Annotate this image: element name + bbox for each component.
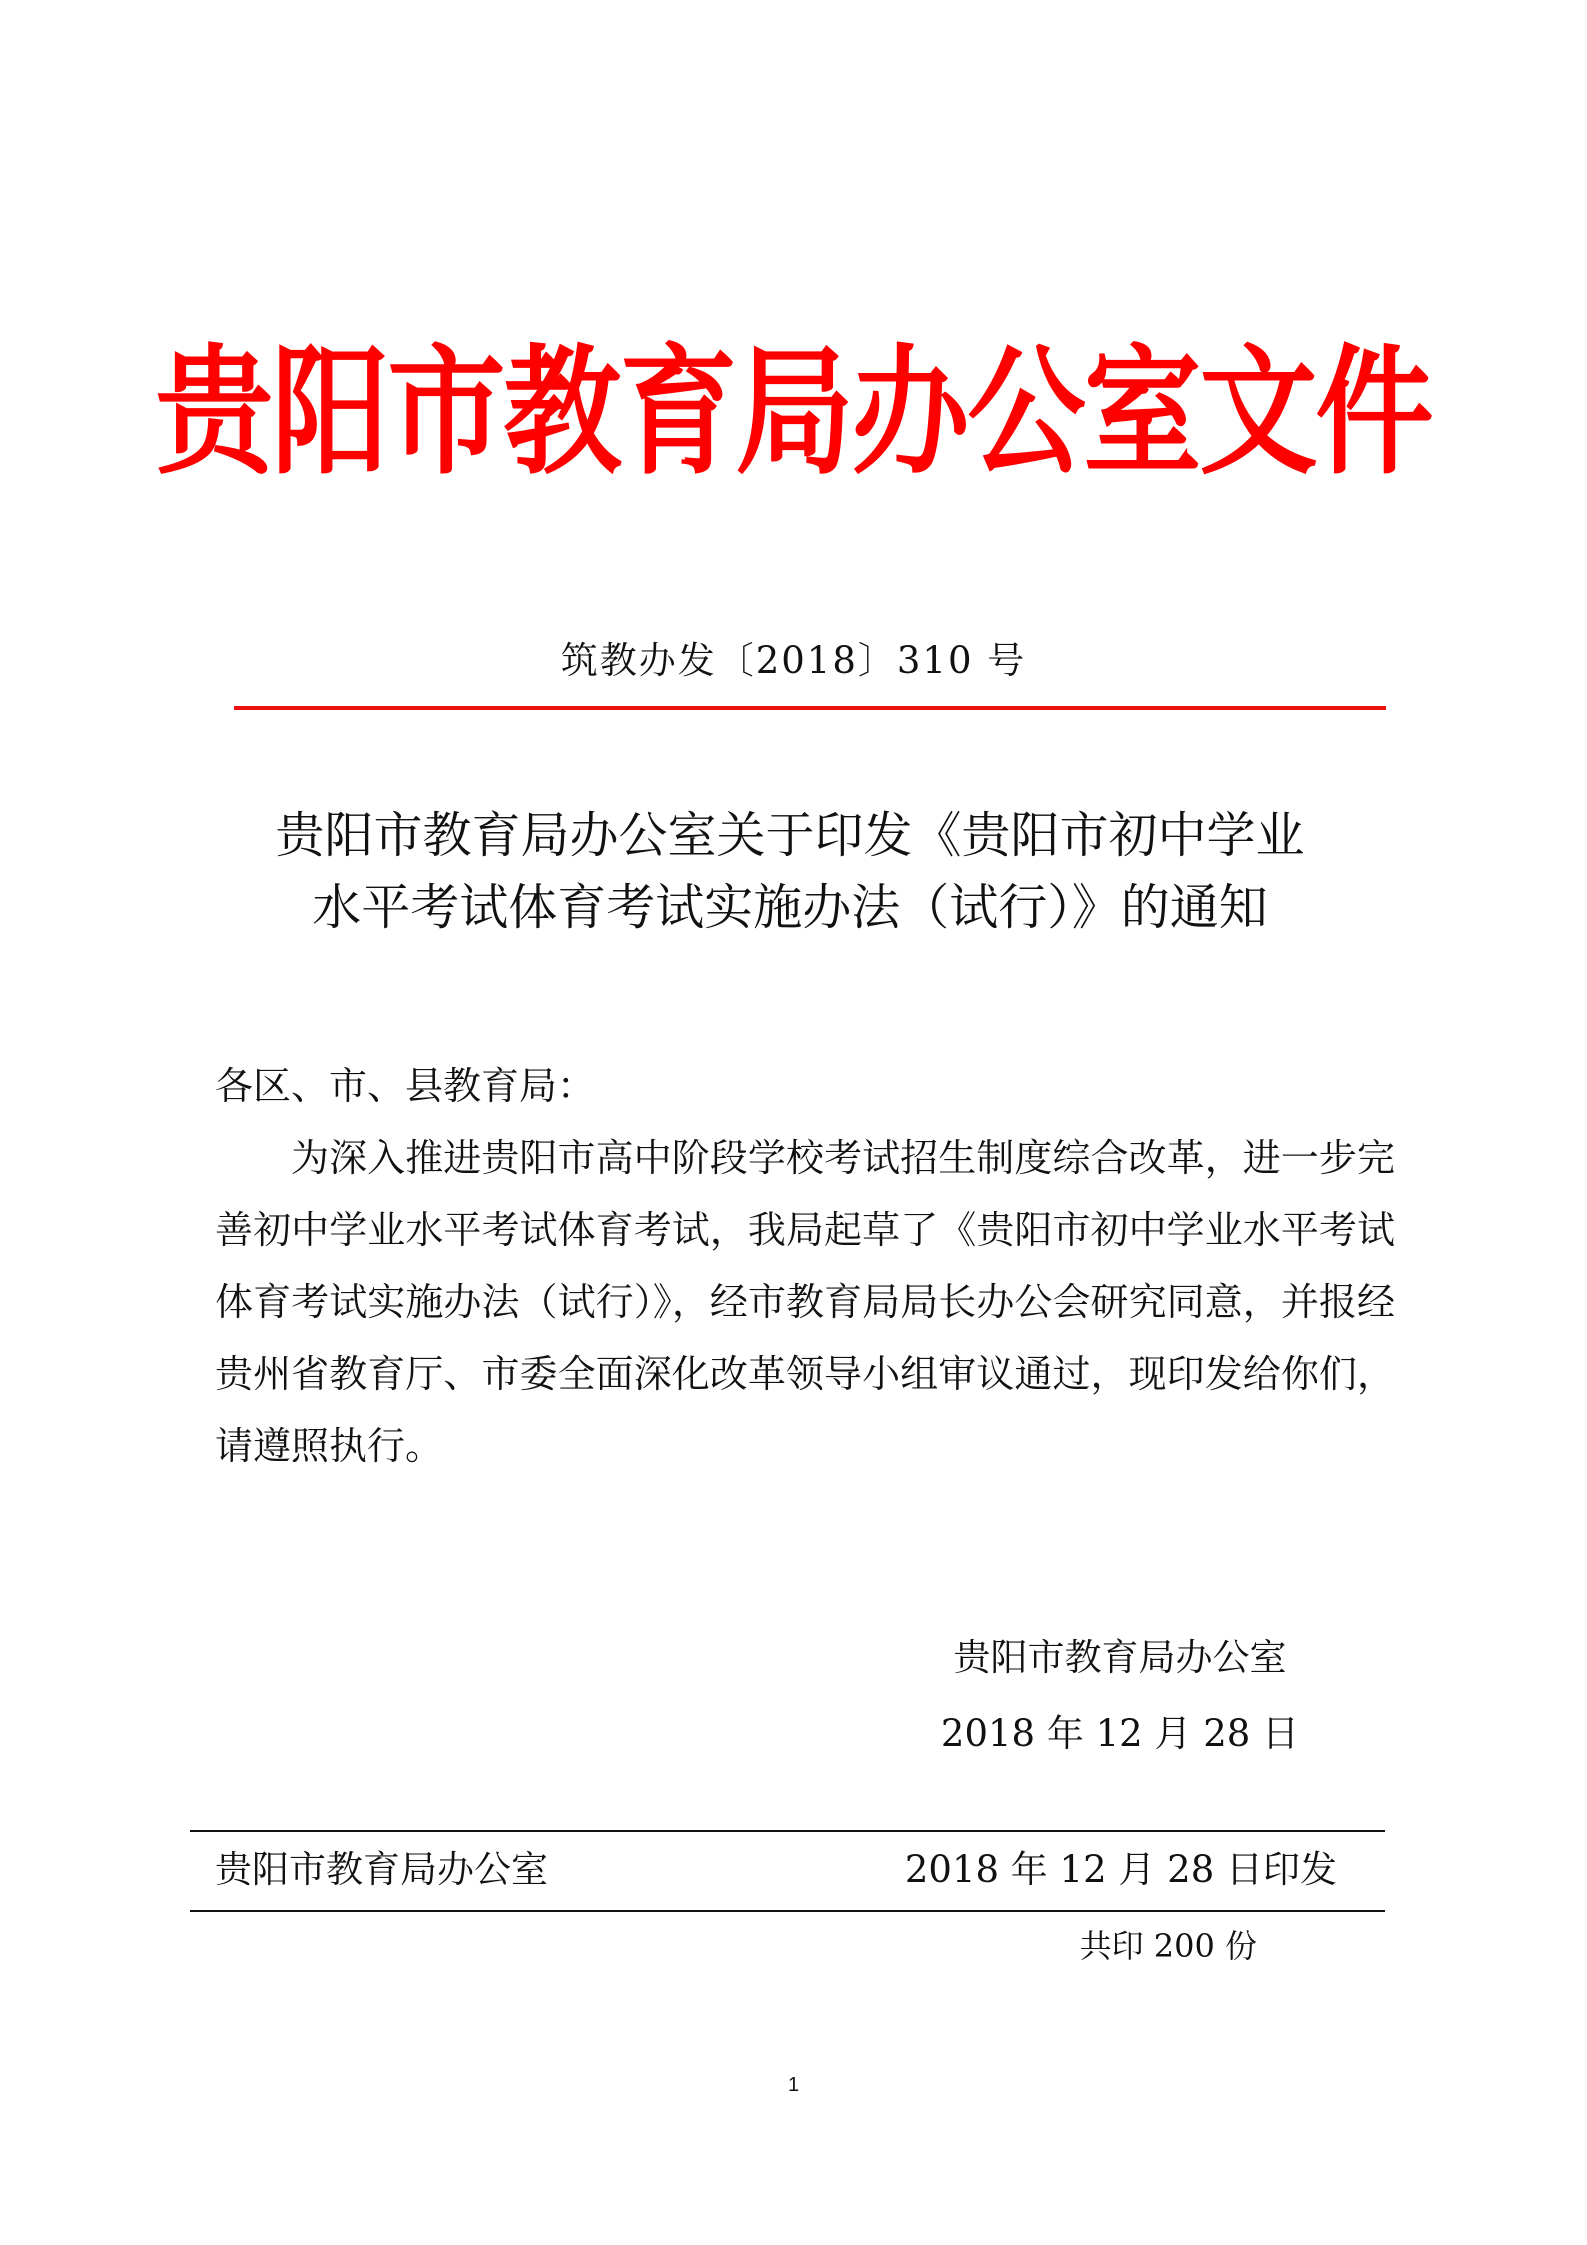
notice-body <box>215 1050 1395 1482</box>
footer-org: 贵阳市教育局办公室 <box>215 1848 548 1891</box>
signature-org: 贵阳市教育局办公室 <box>953 1636 1287 1679</box>
document-number: 筑教办发〔2018〕310 号 <box>560 639 1027 682</box>
notice-title <box>170 800 1410 944</box>
body-paragraph: 为深入推进贵阳市高中阶段学校考试招生制度综合改革，进一步完善初中学业水平考试体育考试，我局起草了《贵阳市初中学业水平考试体育考试实施办法（试行）》，经市教育局局长办公会研究同意，并报经贵州省教育厅、市委全面深化改革领导小组审议通过，现印发给你们，请遵照执行。 <box>215 1136 1395 1468</box>
footer-print-date: 2018 年 12 月 28 日印发 <box>904 1848 1337 1891</box>
notice-title-line-1: 贵阳市教育局办公室关于印发《贵阳市初中学业 <box>275 807 1305 864</box>
salutation: 各区、市、县教育局： <box>215 1064 596 1108</box>
signature-date: 2018 年 12 月 28 日 <box>940 1712 1300 1755</box>
copies-count: 共印 200 份 <box>1079 1927 1257 1965</box>
red-divider <box>234 706 1386 710</box>
footer-rule-top <box>190 1830 1385 1832</box>
notice-title-line-2: 水平考试体育考试实施办法（试行）》的通知 <box>312 879 1268 936</box>
signature-block <box>900 1620 1340 1772</box>
masthead-title: 贵阳市教育局办公室文件 <box>155 330 1432 494</box>
footer-rule-bottom <box>190 1910 1385 1912</box>
page-number: 1 <box>787 2074 800 2096</box>
